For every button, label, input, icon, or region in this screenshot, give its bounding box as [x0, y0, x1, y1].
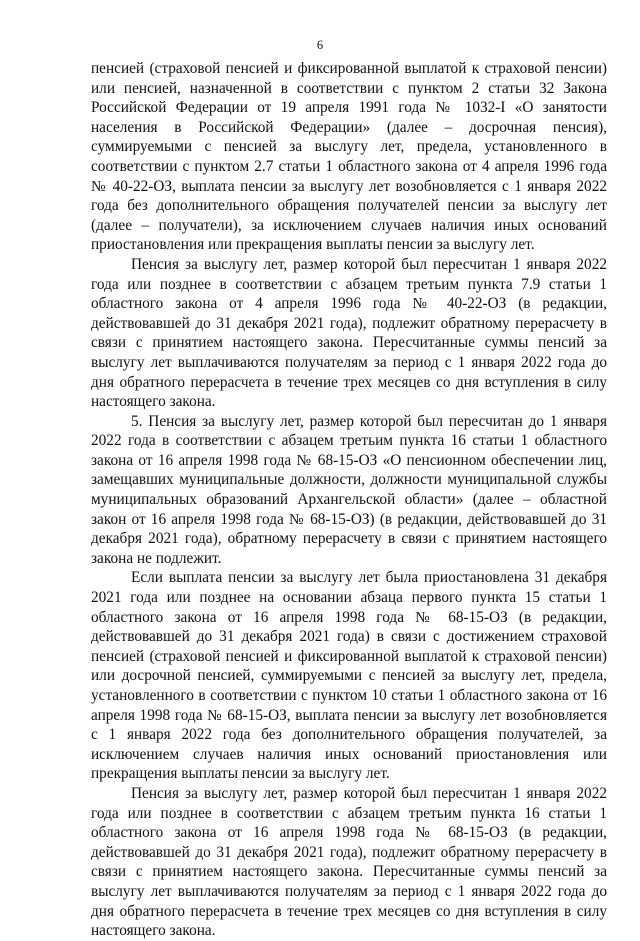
paragraph-recalculation-40-22: Пенсия за выслугу лет, размер которой был пересчитан 1 января 2022 года или позднее в соответствии с абзацем третьим пункта 7.9 статьи 1 областного закона от 4 апреля 1996 года № 40-22-ОЗ (в редакции, действовавшей до 31 декабря 2021 года), подлежит обратному перерасчету в связи с принятием настоящего закона. Пересчитанные суммы пенсий за выслугу лет выплачиваются получателям за период с 1 января 2022 года до дня обратного перерасчета в течение трех месяцев со дня вступления в силу настоящего закона.: [91, 255, 607, 411]
paragraph-recalculation-68-15: Пенсия за выслугу лет, размер которой был пересчитан 1 января 2022 года или позднее в соответствии с абзацем третьим пункта 16 статьи 1 областного закона от 16 апреля 1998 года № 68-15-ОЗ (в редакции, действовавшей до 31 декабря 2021 года), подлежит обратному перерасчету в связи с принятием настоящего закона. Пересчитанные суммы пенсий за выслугу лет выплачиваются получателям за период с 1 января 2022 года до дня обратного перерасчета в течение трех месяцев со дня вступления в силу настоящего закона.: [91, 784, 607, 940]
paragraph-item-5: 5. Пенсия за выслугу лет, размер которой был пересчитан до 1 января 2022 года в соответствии с абзацем третьим пункта 16 статьи 1 областного закона от 16 апреля 1998 года № 68-15-ОЗ «О пенсионном обеспечении лиц, замещавших муниципальные должности, должности муниципальной службы муниципальных образований Архангельской области» (далее – областной закон от 16 апреля 1998 года № 68-15-ОЗ) (в редакции, действовавшей до 31 декабря 2021 года), обратному перерасчету в связи с принятием настоящего закона не подлежит.: [91, 412, 607, 567]
paragraph-continuation: пенсией (страховой пенсией и фиксированной выплатой к страховой пенсии) или пенсией, назначенной в соответствии с пунктом 2 статьи 32 Закона Российской Федерации от 19 апреля 1991 года № 1032-I «О занятости населения в Российской Федерации» (далее – досрочная пенсия), суммируемыми с пенсией за выслугу лет, предела, установленного в соответствии с пунктом 2.7 статьи 1 областного закона от 4 апреля 1996 года № 40-22-ОЗ, выплата пенсии за выслугу лет возобновляется с 1 января 2022 года без дополнительного обращения получателей пенсии за выслугу лет (далее – получатели), за исключением случаев наличия иных оснований приостановления или прекращения выплаты пенсии за выслугу лет.: [91, 60, 607, 254]
page-number: 6: [316, 38, 324, 52]
body-text: [91, 59, 607, 941]
paragraph-suspension-68-15: Если выплата пенсии за выслугу лет была приостановлена 31 декабря 2021 года или позднее на основании абзаца первого пункта 15 статьи 1 областного закона от 16 апреля 1998 года № 68-15-ОЗ (в редакции, действовавшей до 31 декабря 2021 года) в связи с достижением страховой пенсией (страховой пенсией и фиксированной выплатой к страховой пенсии) или досрочной пенсией, суммируемыми с пенсией за выслугу лет, предела, установленного в соответствии с пунктом 10 статьи 1 областного закона от 16 апреля 1998 года № 68-15-ОЗ, выплата пенсии за выслугу лет возобновляется с 1 января 2022 года без дополнительного обращения получателей, за исключением случаев наличия иных оснований приостановления или прекращения выплаты пенсии за выслугу лет.: [91, 569, 607, 783]
